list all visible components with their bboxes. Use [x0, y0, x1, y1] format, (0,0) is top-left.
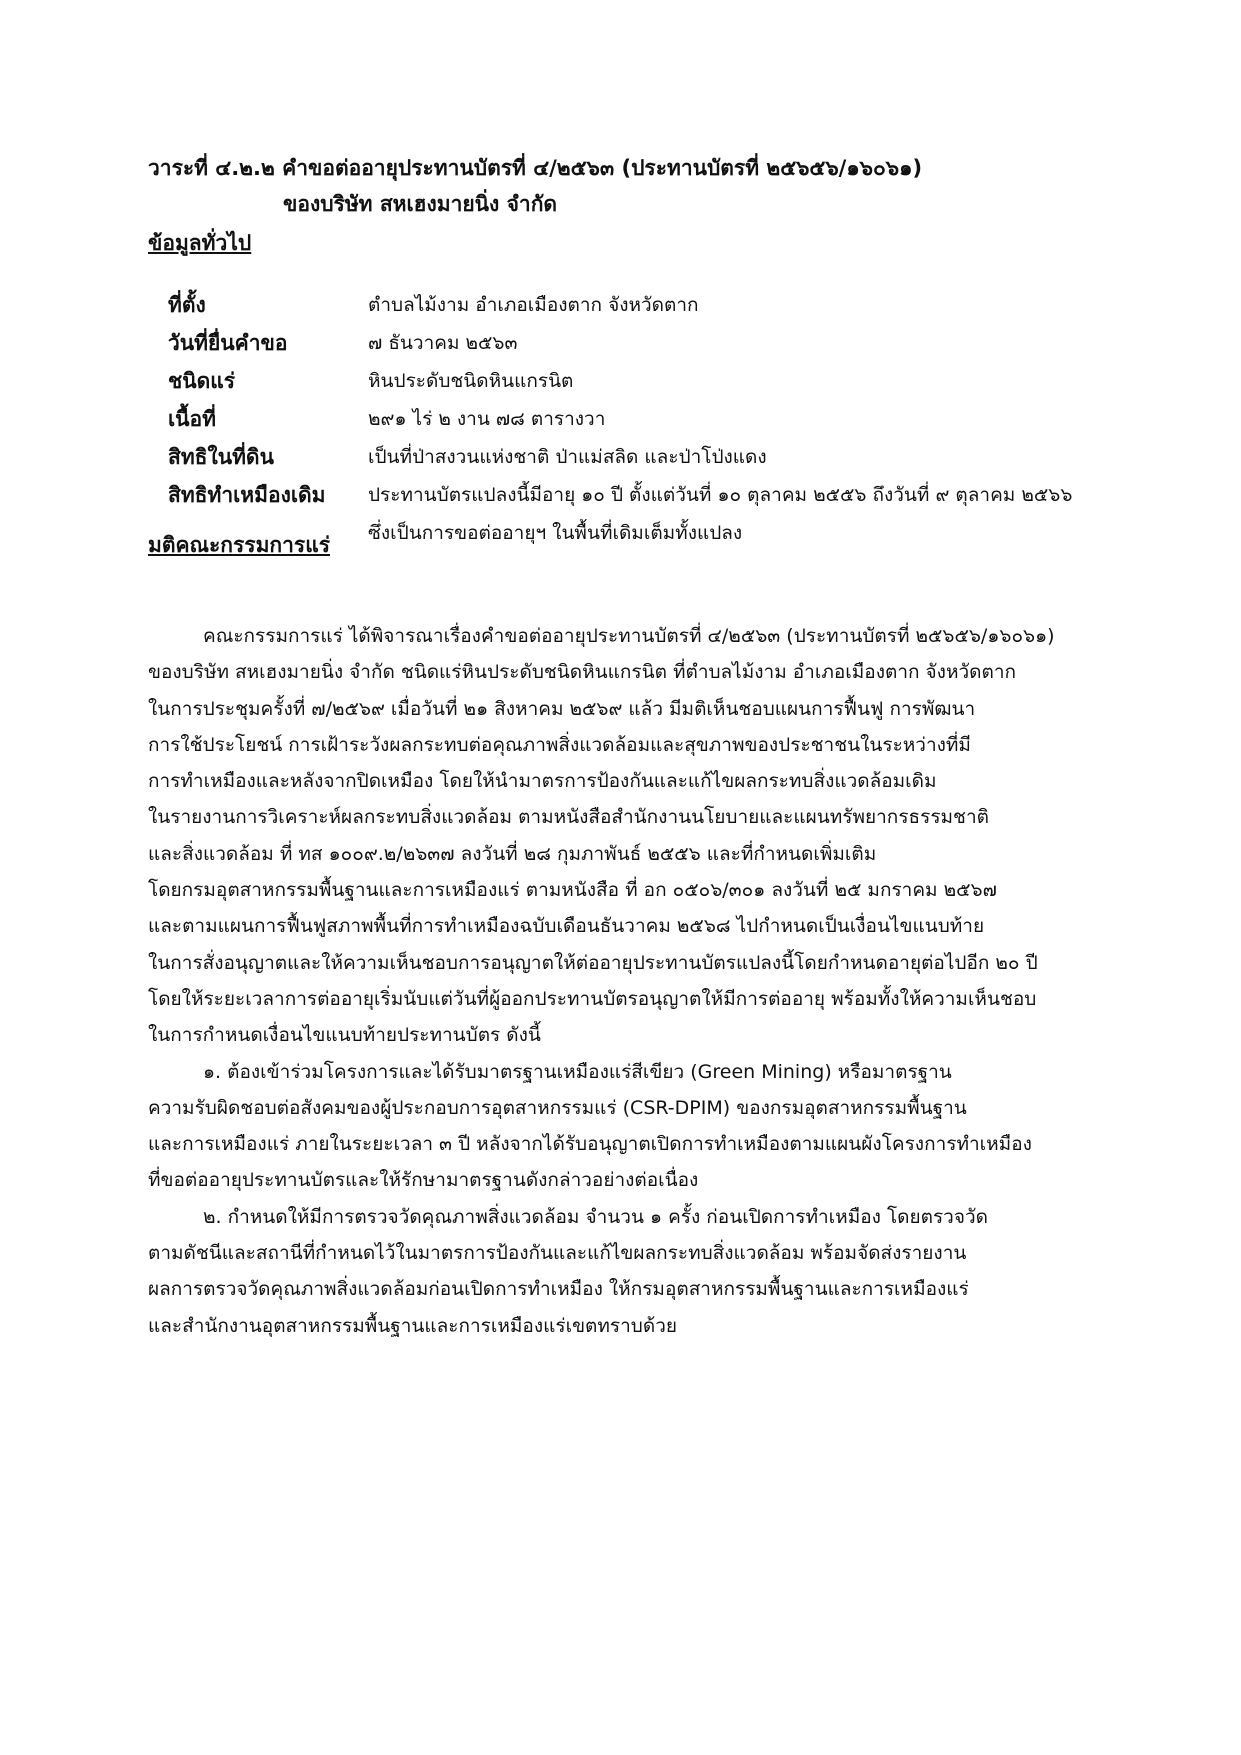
- resolution-line: คณะกรรมการแร่ ได้พิจารณาเรื่องคำขอต่ออายุประทานบัตรที่ ๔/๒๕๖๓ (ประทานบัตรที่ ๒๕๖๕๖/๑๖๐๖๑): [203, 625, 1055, 647]
- resolution-line: ในการประชุมครั้งที่ ๗/๒๕๖๙ เมื่อวันที่ ๒๑ สิงหาคม ๒๕๖๙ แล้ว มีมติเห็นชอบแผนการฟื้นฟู การพัฒนา: [148, 697, 976, 720]
- info-label: ชนิดแร่: [168, 369, 236, 393]
- info-value-line: ประทานบัตรแปลงนี้มีอายุ ๑๐ ปี ตั้งแต่วันที่ ๑๐ ตุลาคม ๒๕๕๖ ถึงวันที่ ๙ ตุลาคม ๒๕๖๖: [368, 484, 1073, 506]
- info-label: สิทธิในที่ดิน: [168, 445, 274, 469]
- info-value: เป็นที่ป่าสงวนแห่งชาติ ป่าแม่สลิด และป่าโป่งแดง: [368, 446, 767, 468]
- condition-1-line: ๑. ต้องเข้าร่วมโครงการและได้รับมาตรฐานเหมืองแร่สีเขียว (Green Mining) หรือมาตรฐาน: [203, 1060, 952, 1083]
- condition-1-line: ที่ขอต่ออายุประทานบัตรและให้รักษามาตรฐานดังกล่าวอย่างต่อเนื่อง: [148, 1169, 699, 1192]
- resolution-line: และตามแผนการฟื้นฟูสภาพพื้นที่การทำเหมืองฉบับเดือนธันวาคม ๒๕๖๘ ไปกำหนดเป็นเงื่อนไขแนบท้าย: [148, 915, 985, 938]
- info-row-area: [168, 400, 1128, 438]
- resolution-line: โดยให้ระยะเวลาการต่ออายุเริ่มนับแต่วันที่ผู้ออกประทานบัตรอนุญาตให้มีการต่ออายุ พร้อมทั้งให้ความเห็นชอบ: [148, 987, 1037, 1010]
- info-row-mineral-type: [168, 362, 1128, 400]
- info-row-filing-date: [168, 324, 1128, 362]
- condition-2-line: ผลการตรวจวัดคุณภาพสิ่งแวดล้อมก่อนเปิดการทำเหมือง ให้กรมอุตสาหกรรมพื้นฐานและการเหมืองแร่: [148, 1278, 969, 1301]
- info-label: ที่ตั้ง: [168, 293, 206, 317]
- info-value: ตำบลไม้งาม อำเภอเมืองตาก จังหวัดตาก: [368, 294, 699, 316]
- resolution-line: การทำเหมืองและหลังจากปิดเหมือง โดยให้นำมาตรการป้องกันและแก้ไขผลกระทบสิ่งแวดล้อมเดิม: [148, 770, 937, 793]
- resolution-line: ในการสั่งอนุญาตและให้ความเห็นชอบการอนุญาตให้ต่ออายุประทานบัตรแปลงนี้โดยกำหนดอายุต่อไปอีก ๒๐ ปี: [148, 951, 1038, 974]
- resolution-line: ในรายงานการวิเคราะห์ผลกระทบสิ่งแวดล้อม ตามหนังสือสำนักงานนโยบายและแผนทรัพยากรธรรมชาติ: [148, 806, 989, 829]
- resolution-line: และสิ่งแวดล้อม ที่ ทส ๑๐๐๙.๒/๒๖๓๗ ลงวันที่ ๒๘ กุมภาพันธ์ ๒๕๕๖ และที่กำหนดเพิ่มเติม: [148, 842, 877, 865]
- general-info-table: [168, 286, 1128, 552]
- condition-2-line: ตามดัชนีและสถานีที่กำหนดไว้ในมาตรการป้องกันและแก้ไขผลกระทบสิ่งแวดล้อม พร้อมจัดส่งรายงาน: [148, 1242, 967, 1265]
- resolution-line: ในการกำหนดเงื่อนไขแนบท้ายประทานบัตร ดังนี้: [148, 1024, 541, 1047]
- resolution-body: [148, 618, 1108, 1344]
- info-value-line: ซึ่งเป็นการขอต่ออายุฯ ในพื้นที่เดิมเต็มทั้งแปลง: [368, 522, 743, 544]
- info-row-location: [168, 286, 1128, 324]
- condition-1-line: และการเหมืองแร่ ภายในระยะเวลา ๓ ปี หลังจากได้รับอนุญาตเปิดการทำเหมืองตามแผนผังโครงการทำเหมือง: [148, 1133, 1032, 1156]
- info-value: หินประดับชนิดหินแกรนิต: [368, 370, 574, 392]
- info-label: สิทธิทำเหมืองเดิม: [168, 483, 326, 507]
- info-label: เนื้อที่: [168, 407, 216, 431]
- info-value: ๗ ธันวาคม ๒๕๖๓: [368, 332, 518, 354]
- general-info-heading: ข้อมูลทั่วไป: [148, 231, 252, 255]
- condition-2-line: และสำนักงานอุตสาหกรรมพื้นฐานและการเหมืองแร่เขตทราบด้วย: [148, 1314, 677, 1337]
- resolution-line: โดยกรมอุตสาหกรรมพื้นฐานและการเหมืองแร่ ตามหนังสือ ที่ อก ๐๕๐๖/๓๐๑ ลงวันที่ ๒๕ มกราคม ๒๕๖๗: [148, 879, 997, 902]
- info-row-land-rights: [168, 438, 1128, 476]
- info-value: [368, 476, 1128, 552]
- info-label: วันที่ยื่นคำขอ: [168, 331, 288, 355]
- resolution-heading: มติคณะกรรมการแร่: [148, 533, 331, 557]
- agenda-title: วาระที่ ๔.๒.๒ คำขอต่ออายุประทานบัตรที่ ๔/๒๕๖๓ (ประทานบัตรที่ ๒๕๖๕๖/๑๖๐๖๑): [148, 156, 923, 180]
- company-name: ของบริษัท สหเฮงมายนิ่ง จำกัด: [283, 192, 558, 216]
- info-value: ๒๙๑ ไร่ ๒ งาน ๗๘ ตารางวา: [368, 408, 606, 430]
- resolution-line: ของบริษัท สหเฮงมายนิ่ง จำกัด ชนิดแร่หินประดับชนิดหินแกรนิต ที่ตำบลไม้งาม อำเภอเมืองตาก จังหวัดตาก: [148, 661, 1016, 684]
- agenda-header: [148, 150, 1108, 222]
- condition-2-line: ๒. กำหนดให้มีการตรวจวัดคุณภาพสิ่งแวดล้อม จำนวน ๑ ครั้ง ก่อนเปิดการทำเหมือง โดยตรวจวัด: [203, 1205, 988, 1228]
- resolution-line: การใช้ประโยชน์ การเฝ้าระวังผลกระทบต่อคุณภาพสิ่งแวดล้อมและสุขภาพของประชาชนในระหว่างที่มี: [148, 733, 971, 756]
- condition-1-line: ความรับผิดชอบต่อสังคมของผู้ประกอบการอุตสาหกรรมแร่ (CSR-DPIM) ของกรมอุตสาหกรรมพื้นฐาน: [148, 1096, 967, 1119]
